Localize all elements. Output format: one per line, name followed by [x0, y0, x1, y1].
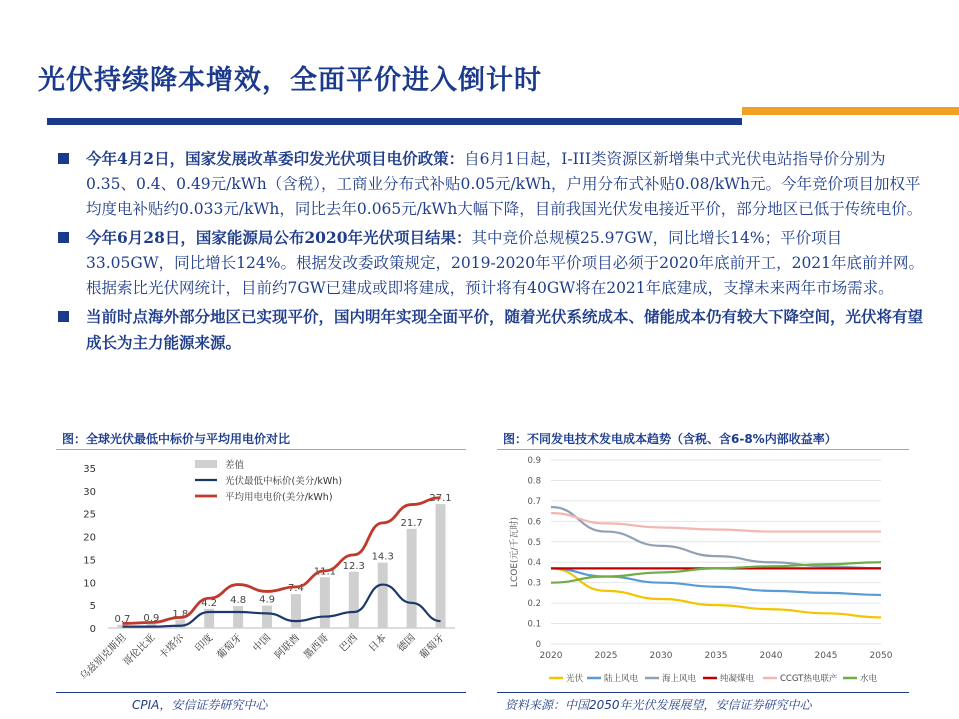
right-source: 资料来源：中国2050年光伏发展展望，安信证券研究中心 [505, 698, 812, 712]
slide-title: 光伏持续降本增效，全面平价进入倒计时 [38, 65, 542, 96]
series-line-lowest-bid [122, 585, 440, 627]
y-tick-label: 25 [83, 509, 96, 521]
x-tick-label: 印度 [193, 632, 216, 655]
y-tick-label: 30 [83, 486, 96, 498]
legend-label: 水电 [860, 674, 878, 684]
bar-data-label: 4.8 [230, 595, 247, 607]
bullet-square-icon [58, 311, 69, 322]
bar-data-label: 12.3 [342, 560, 365, 572]
bullet-2-text: 其中竞价总规模25.97GW，同比增长14%；平价项目33.05GW，同比增长124%。根据发改委政策规定，2019-2020年平价项目必须于2020年底前开工，2021年底前并网。根据索比光伏网统计，目前约7GW已建成或即将建成，预计将有40GW将在2021年底建成，支撑未来两年市场需求。 [86, 229, 925, 297]
bar-6 [291, 594, 301, 628]
bar-data-label: 21.7 [400, 517, 423, 529]
x-tick-label: 2025 [594, 651, 618, 661]
bar-data-label: 0.7 [114, 613, 131, 625]
bid-price-vs-electricity-price-chart [60, 452, 470, 692]
x-tick-label: 阿联酋 [273, 632, 303, 662]
legend-label: 纯凝煤电 [720, 674, 755, 684]
y-tick-label: 0.8 [527, 476, 541, 487]
bullet-2-heading: 今年6月28日，国家能源局公布2020年光伏项目结果： [86, 228, 472, 247]
lcoe-trend-chart [495, 452, 915, 692]
y-tick-label: 0.1 [527, 619, 541, 630]
bar-5 [262, 606, 272, 628]
x-tick-label: 墨西哥 [302, 632, 331, 662]
bar-7 [320, 577, 330, 628]
bullet-3-heading: 当前时点海外部分地区已实现平价，国内明年实现全面平价，随着光伏系统成本、储能成本仍有较大下降空间，光伏将有望成长为主力能源来源。 [86, 307, 924, 352]
left-source: CPIA，安信证券研究中心 [132, 698, 268, 712]
legend-label: 光伏最低中标价(美分/kWh) [225, 476, 343, 487]
x-tick-label: 卡塔尔 [157, 632, 187, 662]
y-tick-label: 0.7 [527, 496, 541, 507]
legend-label: 差值 [225, 460, 245, 471]
x-tick-label: 葡萄牙 [417, 632, 447, 662]
bullet-item-3 [56, 304, 926, 356]
series-line-2 [551, 507, 881, 568]
bullet-square-icon [58, 153, 69, 164]
right-source-rule [497, 692, 909, 693]
x-tick-label: 哥伦比亚 [121, 632, 158, 669]
bar-data-label: 7.4 [288, 583, 304, 595]
x-tick-label: 2020 [539, 651, 563, 661]
bar-data-label: 27.1 [429, 493, 452, 505]
y-tick-label: 0.5 [527, 537, 541, 548]
y-tick-label: 5 [89, 601, 96, 613]
y-tick-label: 0.2 [527, 599, 541, 610]
y-tick-label: 10 [83, 578, 96, 590]
x-tick-label: 2035 [704, 651, 728, 661]
x-tick-label: 2050 [869, 651, 893, 661]
x-tick-label: 日本 [366, 632, 389, 655]
y-tick-label: 35 [83, 464, 96, 475]
legend-label: 陆上风电 [604, 674, 639, 684]
series-line-5 [551, 562, 881, 582]
x-tick-label: 葡萄牙 [215, 632, 245, 662]
legend-label: CCGT热电联产 [780, 674, 838, 684]
legend-label: 海上风电 [662, 674, 697, 684]
y-tick-label: 0.3 [527, 578, 541, 589]
y-tick-label: 15 [83, 555, 96, 567]
bar-9 [378, 563, 388, 628]
right-caption-rule [497, 449, 909, 450]
x-tick-label: 中国 [251, 632, 274, 655]
legend-swatch-bar [195, 460, 217, 468]
bullet-1-heading: 今年4月2日，国家发展改革委印发光伏项目电价政策： [86, 149, 465, 168]
bar-data-label: 1.8 [172, 608, 189, 620]
legend-label: 光伏 [566, 674, 584, 684]
bar-data-label: 11.1 [313, 566, 337, 578]
y-tick-label: 20 [83, 532, 96, 544]
x-tick-label: 2040 [759, 651, 783, 661]
bullet-1-text: 自6月1日起，I-III类资源区新增集中式光伏电站指导价分别为0.35、0.4、0.49元/kWh（含税），工商业分布式补贴0.05元/kWh，户用分布式补贴0.08/kWh元。今年竞价项目加权平均度电补贴约0.033元/kWh，同比去年0.065元/kWh大幅下降，目前我国光伏发电接近平价，部分地区已低于传统电价。 [86, 150, 923, 218]
left-chart-caption: 图：全球光伏最低中标价与平均用电价对比 [62, 432, 291, 446]
bar-data-label: 14.3 [371, 551, 394, 563]
bullet-square-icon [58, 232, 69, 243]
x-tick-label: 巴西 [337, 632, 360, 655]
legend-label: 平均用电电价(美分/kWh) [225, 492, 333, 503]
y-tick-label: 0.9 [527, 456, 541, 466]
y-tick-label: 0.4 [527, 558, 541, 569]
bar-10 [407, 529, 417, 628]
x-tick-label: 2030 [649, 651, 673, 661]
bullet-item-1 [56, 146, 926, 222]
x-tick-label: 2045 [814, 651, 838, 661]
bullet-item-2 [56, 225, 926, 301]
bar-data-label: 4.9 [259, 594, 275, 606]
series-line-4 [551, 513, 881, 531]
bar-11 [436, 504, 446, 628]
bullet-list [56, 146, 926, 359]
y-tick-label: 0 [535, 640, 541, 650]
bar-4 [233, 606, 243, 628]
right-chart-caption: 图：不同发电技术发电成本趋势（含税、含6-8%内部收益率） [503, 432, 837, 446]
x-tick-label: 德国 [395, 632, 418, 655]
bar-8 [349, 572, 359, 628]
y-tick-label: 0.6 [527, 517, 541, 528]
bar-data-label: 4.2 [201, 597, 218, 609]
x-tick-label: 乌兹别克斯坦 [78, 632, 129, 683]
bar-data-label: 0.9 [143, 612, 160, 624]
left-caption-rule [56, 449, 466, 450]
title-underline-orange [742, 107, 959, 115]
title-underline-blue [47, 118, 742, 125]
left-source-rule [56, 692, 466, 693]
y-tick-label: 0 [89, 624, 96, 635]
y-axis-label: LCOE(元/千瓦时) [510, 516, 520, 588]
